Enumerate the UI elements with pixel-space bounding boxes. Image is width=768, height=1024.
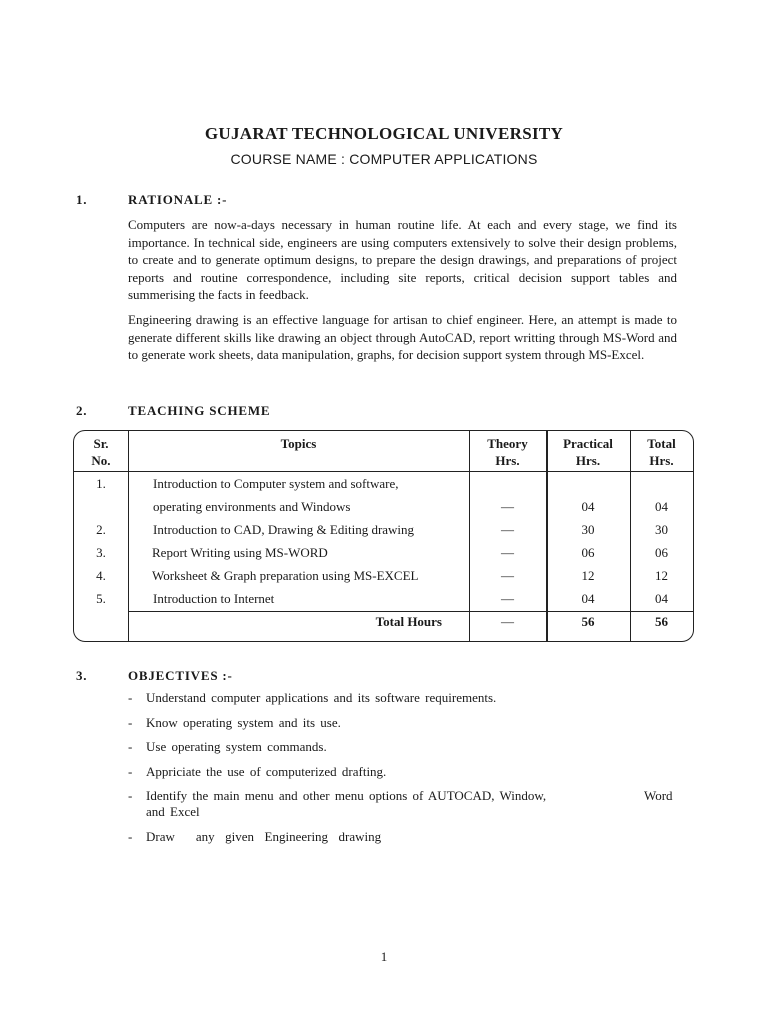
section-number: 3. (76, 668, 88, 683)
table-cell-practical: 30 (581, 522, 595, 537)
column-header-topics: Topics (280, 436, 317, 451)
table-cell-theory: — (501, 545, 514, 560)
list-item: - Identify the main menu and other menu options of AUTOCAD, Window, Word and Excel (128, 788, 673, 819)
table-cell-sr: 4. (96, 568, 106, 583)
table-cell-sr: 3. (96, 545, 106, 560)
section-rationale-heading (76, 192, 227, 208)
section-title: OBJECTIVES :- (128, 668, 233, 683)
table-cell-total: 06 (655, 545, 668, 560)
table-cell-total: 30 (655, 522, 668, 537)
table-cell-theory: — (501, 591, 514, 606)
table-cell-topic: Report Writing using MS-WORD (152, 545, 328, 560)
rationale-paragraph-2: Engineering drawing is an effective language for artisan to chief engineer. Here, an attempt is made to generate different skills like drawing an object through AutoCAD, report writting through MS-Word and to generate work sheets, data manipulation, graphs, for decision support system through MS-Excel. (128, 312, 677, 363)
course-name-heading: COURSE NAME : COMPUTER APPLICATIONS (230, 151, 538, 167)
table-cell-practical: 06 (581, 545, 595, 560)
objectives-list (128, 690, 688, 854)
list-item: - Understand computer applications and its software requirements. (128, 690, 497, 705)
total-theory: — (501, 614, 514, 629)
table-cell-topic: Introduction to CAD, Drawing & Editing drawing (153, 522, 415, 537)
section-objectives-heading (76, 668, 233, 684)
table-cell-theory: — (501, 522, 514, 537)
table-cell-topic: operating environments and Windows (153, 499, 351, 514)
table-cell-practical: 12 (581, 568, 595, 583)
table-cell-topic: Introduction to Internet (153, 591, 275, 606)
table-cell-theory: — (501, 499, 514, 514)
section-title: TEACHING SCHEME (128, 403, 271, 418)
section-number: 1. (76, 192, 88, 207)
table-cell-theory: — (501, 568, 514, 583)
total-row-divider (128, 611, 693, 612)
total-hours-label: Total Hours (375, 614, 442, 629)
table-cell-total: 04 (655, 499, 668, 514)
column-header-total: Total Hrs. (647, 436, 676, 468)
table-cell-topic: Introduction to Computer system and software, (153, 476, 399, 491)
list-item: - Know operating system and its use. (128, 714, 341, 730)
total-hours: 56 (655, 614, 668, 629)
table-cell-topic: Worksheet & Graph preparation using MS-EXCEL (152, 568, 419, 583)
list-item: - Use operating system commands. (128, 739, 327, 754)
objective-continuation: and Excel (146, 804, 200, 819)
table-cell-practical: 04 (581, 499, 595, 514)
table-cell-total: 12 (655, 568, 668, 583)
table-cell-sr: 5. (96, 591, 106, 606)
rationale-paragraph-1: Computers are now-a-days necessary in human routine life. At each and every stage, we find its importance. In technical side, engineers are using computers extensively to solve their design problems, to create and to generate optimum designs, to prepare the design drawings, and preparations of project reports and routine correspondence, including site reports, critical decision support tables and summerising the facts in feedback. (128, 217, 677, 303)
table-cell-sr: 1. (96, 476, 106, 491)
objective-tail-word: Word (644, 788, 673, 803)
table-cell-practical: 04 (581, 591, 595, 606)
page-number: 1 (380, 949, 388, 964)
header-row-divider (74, 471, 693, 472)
table-cell-sr: 2. (96, 522, 106, 537)
total-practical: 56 (581, 614, 595, 629)
teaching-scheme-table (73, 430, 694, 642)
section-number: 2. (76, 403, 88, 418)
list-item: - Appriciate the use of computerized drafting. (128, 763, 387, 779)
column-header-theory: Theory Hrs. (487, 436, 528, 468)
section-title: RATIONALE :- (128, 192, 228, 207)
list-item: - Draw any given Engineering drawing (128, 829, 382, 844)
column-header-practical: Practical Hrs. (563, 436, 613, 468)
university-title: GUJARAT TECHNOLOGICAL UNIVERSITY (204, 124, 564, 143)
table-cell-total: 04 (655, 591, 668, 606)
column-divider (128, 431, 129, 641)
column-header-sr-no: Sr. No. (91, 436, 111, 468)
section-teaching-heading (76, 403, 270, 419)
